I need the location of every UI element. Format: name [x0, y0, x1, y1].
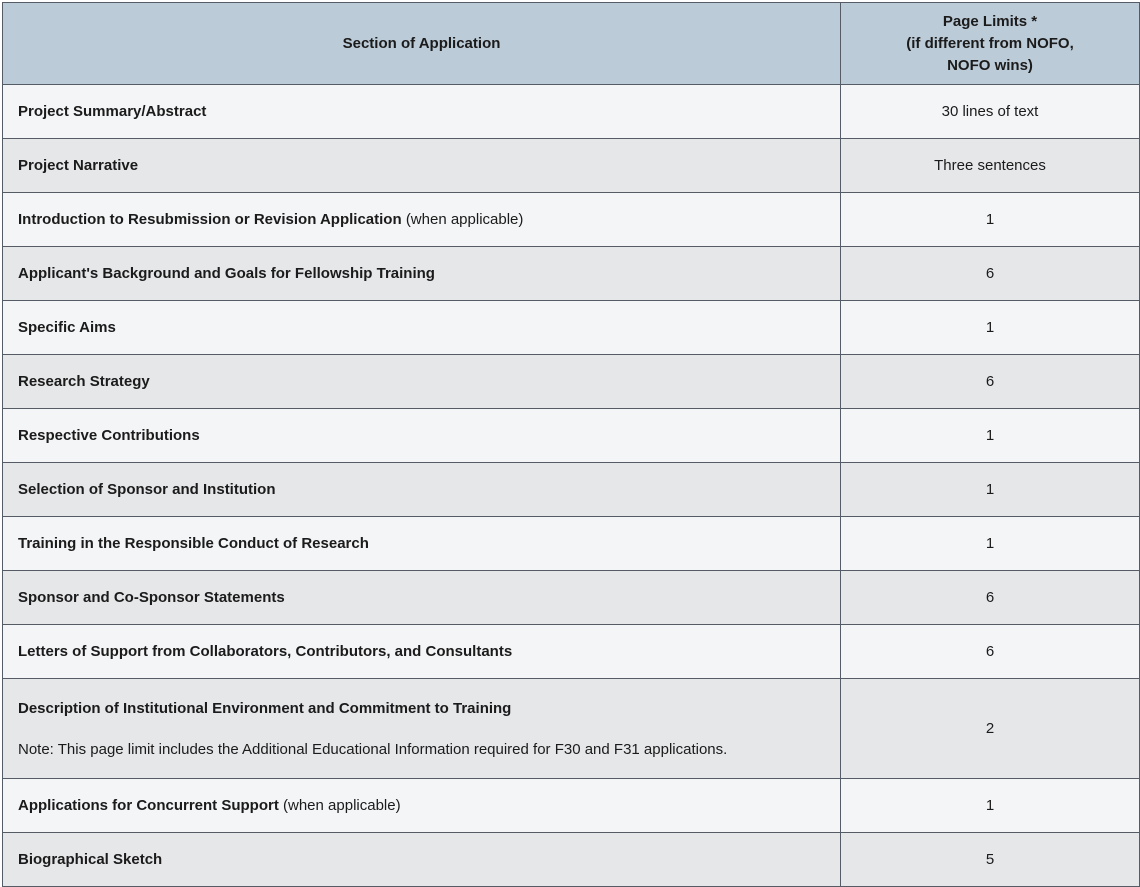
- page-limit-header-line: NOFO wins): [947, 56, 1033, 74]
- table-row: [3, 247, 1140, 301]
- table-row: [3, 463, 1140, 517]
- table-row: [3, 355, 1140, 409]
- table-row: [3, 139, 1140, 193]
- table-body: [3, 85, 1140, 887]
- table-row: [3, 833, 1140, 887]
- page-limit-cell: Three sentences: [841, 139, 1140, 193]
- section-qualifier: (when applicable): [405, 211, 524, 228]
- page-limit-cell: 1: [841, 779, 1140, 833]
- section-title: Selection of Sponsor and Institution: [18, 481, 276, 498]
- section-title: Applications for Concurrent Support: [18, 797, 279, 814]
- table-row: [3, 301, 1140, 355]
- section-cell: [3, 625, 841, 679]
- page-limit-cell: 1: [841, 517, 1140, 571]
- page-limit-cell: 2: [841, 679, 1140, 779]
- section-title: Training in the Responsible Conduct of Research: [18, 535, 369, 552]
- section-cell: [3, 517, 841, 571]
- section-qualifier: (when applicable): [283, 797, 401, 814]
- section-cell: [3, 779, 841, 833]
- table-row: [3, 517, 1140, 571]
- section-title: Specific Aims: [18, 319, 116, 336]
- page-limit-cell: 1: [841, 409, 1140, 463]
- page-limit-header-line: (if different from NOFO,: [906, 34, 1074, 52]
- page-limit-header-line: Page Limits *: [942, 12, 1038, 30]
- section-cell: [3, 193, 841, 247]
- page-limit-column-header: [841, 3, 1140, 85]
- section-cell: [3, 247, 841, 301]
- section-cell: [3, 463, 841, 517]
- section-title: Research Strategy: [18, 373, 150, 390]
- table-row: [3, 571, 1140, 625]
- page-limit-cell: 5: [841, 833, 1140, 887]
- page-limit-cell: 30 lines of text: [841, 85, 1140, 139]
- table-row: [3, 409, 1140, 463]
- table-row: [3, 85, 1140, 139]
- page-limit-cell: 1: [841, 463, 1140, 517]
- section-title: Introduction to Resubmission or Revision Application: [18, 211, 402, 228]
- section-cell: [3, 833, 841, 887]
- section-cell: [3, 571, 841, 625]
- section-note: Note: This page limit includes the Additional Educational Information required for F30 and F31 applications.: [18, 740, 728, 758]
- table-header: [3, 3, 1140, 85]
- section-cell: [3, 85, 841, 139]
- page-limit-cell: 6: [841, 247, 1140, 301]
- page-limit-cell: 1: [841, 301, 1140, 355]
- section-cell: [3, 409, 841, 463]
- section-title: Project Summary/Abstract: [18, 103, 207, 120]
- page-limit-cell: 1: [841, 193, 1140, 247]
- section-title: Biographical Sketch: [18, 851, 163, 868]
- table-row: [3, 625, 1140, 679]
- section-column-header: Section of Application: [3, 3, 841, 85]
- section-title: Respective Contributions: [18, 427, 200, 444]
- section-title: Project Narrative: [18, 157, 139, 174]
- page-limit-cell: 6: [841, 625, 1140, 679]
- table-row: [3, 193, 1140, 247]
- section-cell: [3, 679, 841, 779]
- section-title: Letters of Support from Collaborators, Contributors, and Consultants: [18, 643, 513, 660]
- section-title: Applicant's Background and Goals for Fellowship Training: [18, 265, 435, 282]
- section-cell: [3, 301, 841, 355]
- page-limit-cell: 6: [841, 571, 1140, 625]
- page-limits-table: [2, 2, 1140, 887]
- section-title: Description of Institutional Environment and Commitment to Training: [18, 699, 512, 717]
- section-title: Sponsor and Co-Sponsor Statements: [18, 589, 285, 606]
- header-row: [3, 3, 1140, 85]
- page-limit-cell: 6: [841, 355, 1140, 409]
- table-row: [3, 679, 1140, 779]
- table-row: [3, 779, 1140, 833]
- section-cell: [3, 139, 841, 193]
- section-cell: [3, 355, 841, 409]
